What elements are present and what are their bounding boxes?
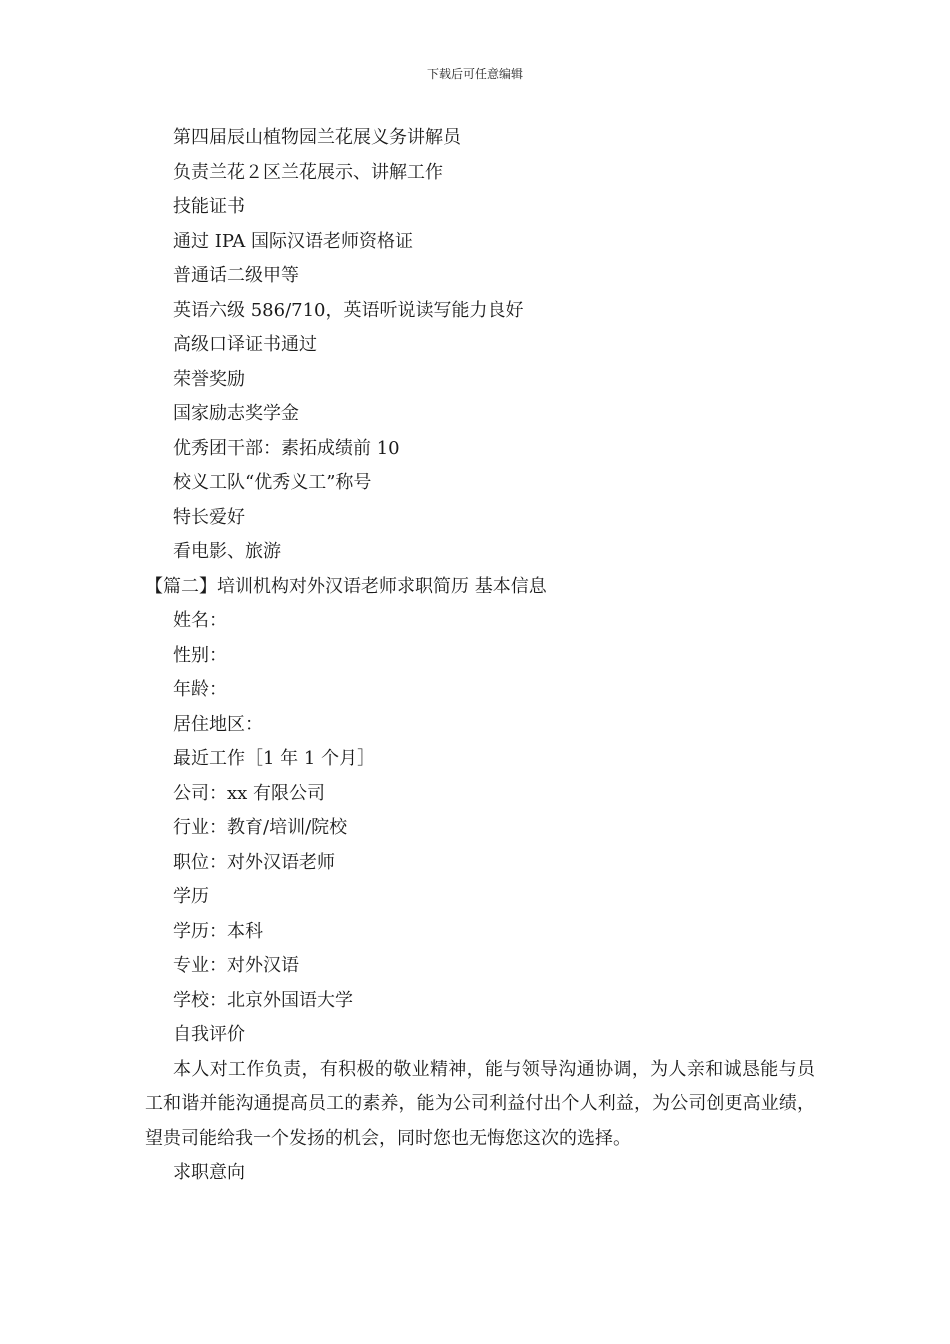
field-age: 年龄： — [173, 679, 227, 700]
text-line: 高级口译证书通过 — [173, 334, 317, 355]
field-company: 公司：xx 有限公司 — [173, 782, 326, 804]
text-line: 英语六级 586/710，英语听说读写能力良好 — [173, 299, 524, 321]
self-evaluation-paragraph: 本人对工作负责，有积极的敬业精神，能与领导沟通协调，为人亲和诚恳能与员工和谐并能沟通提高员工的素养，能为公司利益付出个人利益，为公司创更高业绩，望贵司能给我一个发扬的机会，同时您也无悔您这次的选择。 — [145, 1058, 815, 1149]
field-name: 姓名： — [173, 610, 227, 631]
section-label: 技能证书 — [173, 196, 245, 217]
field-industry: 行业：教育/培训/院校 — [173, 817, 348, 838]
section-label: 荣誉奖励 — [173, 368, 245, 390]
text-line: 第四届辰山植物园兰花展义务讲解员 — [173, 127, 461, 148]
field-gender: 性别： — [173, 644, 227, 666]
text-line: 负责兰花２区兰花展示、讲解工作 — [173, 161, 443, 183]
section-label: 求职意向 — [173, 1162, 245, 1183]
field-position: 职位：对外汉语老师 — [173, 851, 335, 873]
field-recent-work: 最近工作［1 年 1 个月］ — [173, 748, 376, 769]
text-line: 通过 IPA 国际汉语老师资格证 — [173, 230, 414, 252]
field-residence: 居住地区： — [173, 713, 263, 735]
page-header-note: 下载后可任意编辑 — [426, 67, 523, 81]
document-body — [145, 121, 815, 1191]
section-label: 自我评价 — [173, 1024, 245, 1045]
section-heading: 【篇二】培训机构对外汉语老师求职简历 基本信息 — [145, 575, 547, 597]
section-label: 特长爱好 — [173, 506, 245, 528]
text-line: 优秀团干部：素拓成绩前 10 — [173, 437, 400, 459]
text-line: 看电影、旅游 — [173, 541, 281, 562]
field-degree: 学历：本科 — [173, 920, 263, 942]
text-line: 校义工队“优秀义工”称号 — [173, 472, 372, 493]
section-label: 学历 — [173, 886, 209, 907]
field-major: 专业：对外汉语 — [173, 955, 299, 976]
text-line: 国家励志奖学金 — [173, 403, 299, 424]
text-line: 普通话二级甲等 — [173, 265, 299, 286]
field-school: 学校：北京外国语大学 — [173, 989, 353, 1011]
